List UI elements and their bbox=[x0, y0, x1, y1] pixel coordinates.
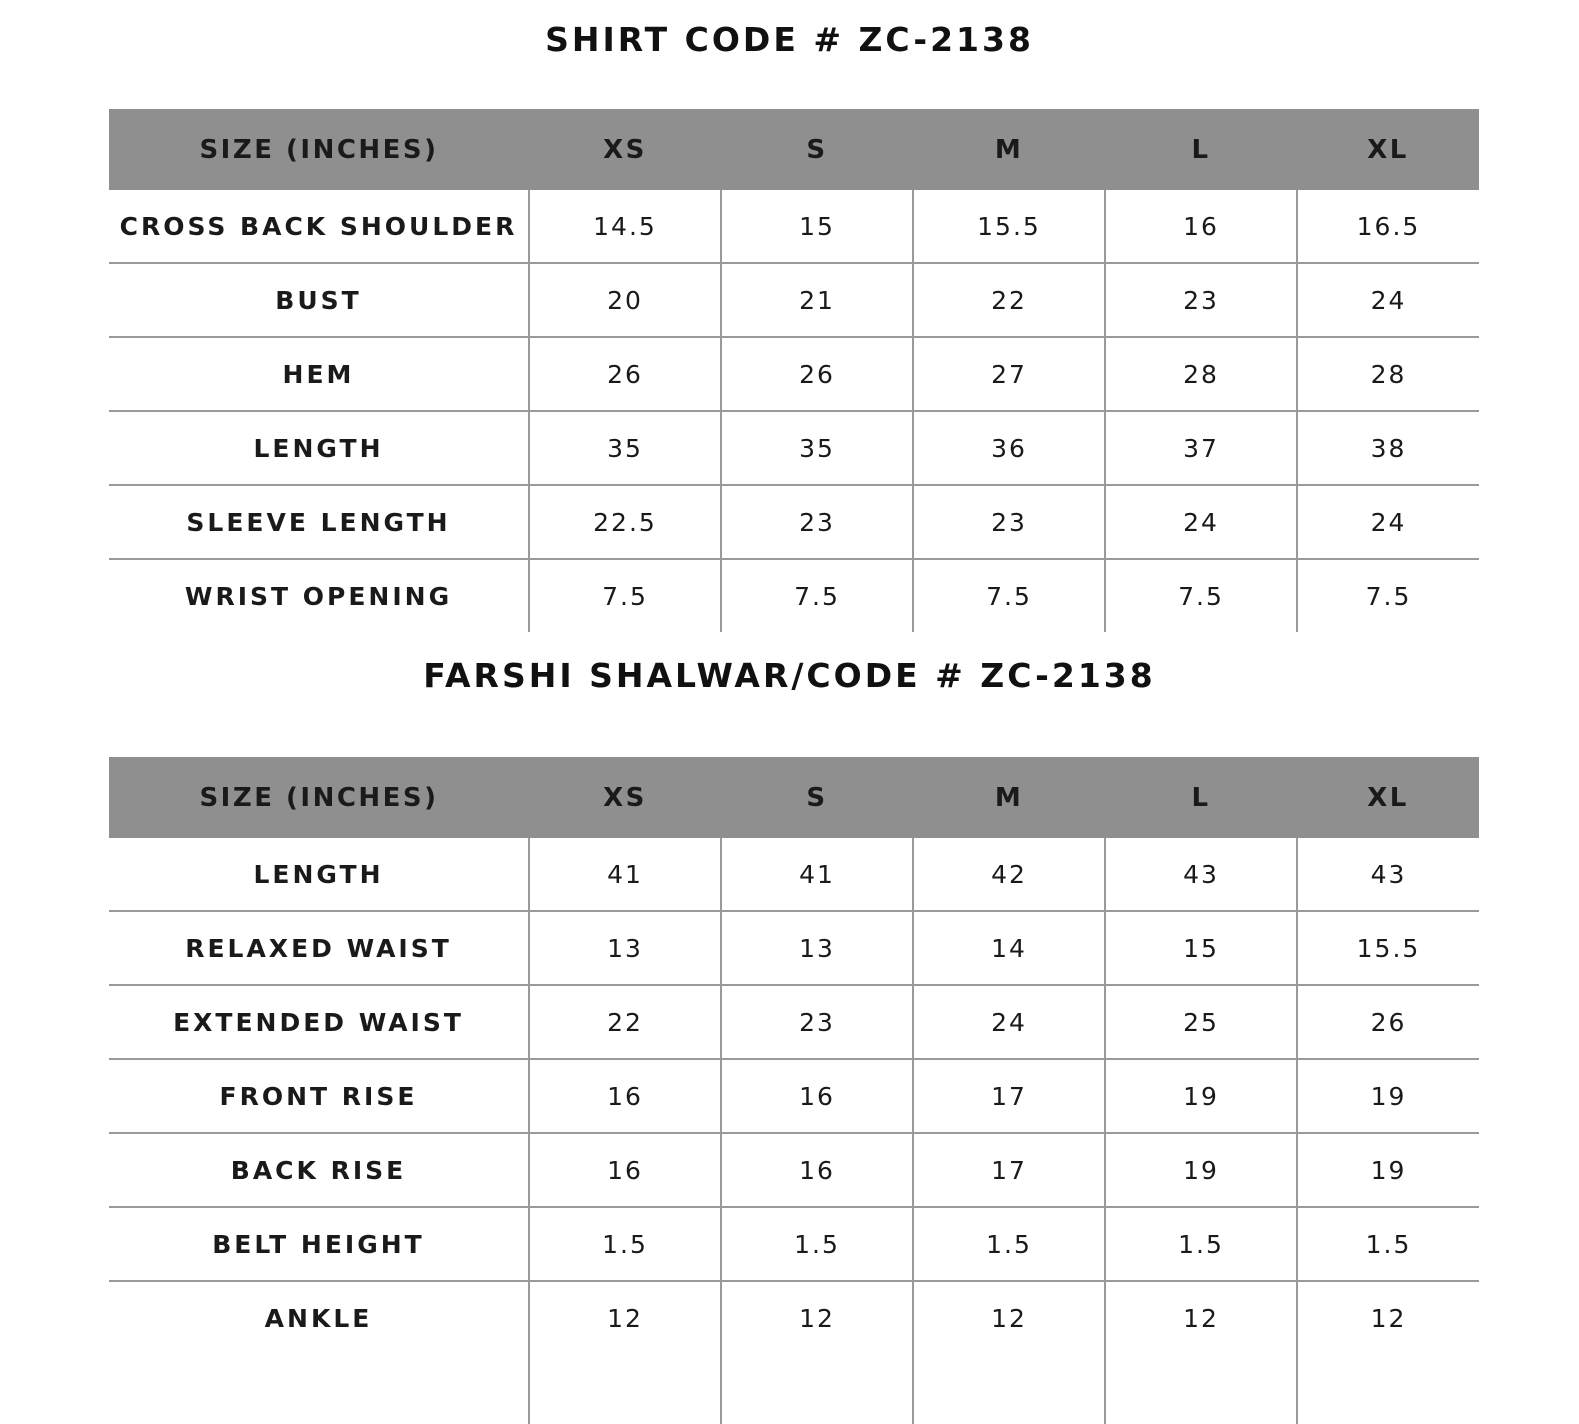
table-row bbox=[109, 1059, 1479, 1133]
cell-value: 19 bbox=[1297, 1133, 1479, 1207]
header-s: S bbox=[721, 757, 913, 838]
header-s: S bbox=[721, 109, 913, 190]
shalwar-size-chart-title: FARSHI SHALWAR/CODE # ZC-2138 bbox=[423, 656, 1156, 695]
cell-value: 7.5 bbox=[529, 559, 721, 632]
table-row bbox=[109, 985, 1479, 1059]
cell-value: 24 bbox=[1297, 263, 1479, 337]
row-label: CROSS BACK SHOULDER bbox=[109, 190, 529, 263]
cell-value: 41 bbox=[529, 838, 721, 911]
cell-value: 14.5 bbox=[529, 190, 721, 263]
cell-value: 15 bbox=[721, 190, 913, 263]
table-row bbox=[109, 411, 1479, 485]
row-label: HEM bbox=[109, 337, 529, 411]
cell-value: 17 bbox=[913, 1059, 1105, 1133]
cell-value: 35 bbox=[529, 411, 721, 485]
cell-value: 24 bbox=[1297, 485, 1479, 559]
cell-value: 43 bbox=[1105, 838, 1297, 911]
table-row bbox=[109, 485, 1479, 559]
cell-value: 16 bbox=[1105, 190, 1297, 263]
cell-value: 19 bbox=[1105, 1133, 1297, 1207]
cell-value: 38 bbox=[1297, 411, 1479, 485]
cell-value: 15.5 bbox=[1297, 911, 1479, 985]
header-xl: XL bbox=[1297, 109, 1479, 190]
cell-value: 17 bbox=[913, 1133, 1105, 1207]
table-row bbox=[109, 190, 1479, 263]
row-label: EXTENDED WAIST bbox=[109, 985, 529, 1059]
cell-value: 16 bbox=[529, 1133, 721, 1207]
empty-cell bbox=[529, 1354, 721, 1424]
cell-value: 1.5 bbox=[529, 1207, 721, 1281]
cell-value: 16 bbox=[721, 1133, 913, 1207]
table-row bbox=[109, 1281, 1479, 1354]
cell-value: 24 bbox=[913, 985, 1105, 1059]
table-row bbox=[109, 911, 1479, 985]
header-m: M bbox=[913, 757, 1105, 838]
shalwar-size-table bbox=[109, 757, 1479, 1424]
cell-value: 1.5 bbox=[721, 1207, 913, 1281]
header-m: M bbox=[913, 109, 1105, 190]
cell-value: 16 bbox=[721, 1059, 913, 1133]
table-header-row bbox=[109, 109, 1479, 190]
cell-value: 12 bbox=[913, 1281, 1105, 1354]
empty-cell bbox=[1105, 1354, 1297, 1424]
cell-value: 13 bbox=[529, 911, 721, 985]
cell-value: 12 bbox=[529, 1281, 721, 1354]
cell-value: 26 bbox=[721, 337, 913, 411]
cell-value: 37 bbox=[1105, 411, 1297, 485]
table-row bbox=[109, 263, 1479, 337]
header-xs: XS bbox=[529, 757, 721, 838]
cell-value: 35 bbox=[721, 411, 913, 485]
cell-value: 23 bbox=[913, 485, 1105, 559]
row-label: WRIST OPENING bbox=[184, 581, 453, 611]
cell-value: 7.5 bbox=[1105, 559, 1297, 632]
cell-value: 12 bbox=[1105, 1281, 1297, 1354]
cell-value: 14 bbox=[913, 911, 1105, 985]
empty-cell bbox=[913, 1354, 1105, 1424]
cell-value: 1.5 bbox=[1297, 1207, 1479, 1281]
cell-value: 28 bbox=[1297, 337, 1479, 411]
cell-value: 16 bbox=[529, 1059, 721, 1133]
cell-value: 41 bbox=[721, 838, 913, 911]
cell-value: 24 bbox=[1105, 485, 1297, 559]
cell-value: 22 bbox=[913, 263, 1105, 337]
header-xl: XL bbox=[1297, 757, 1479, 838]
cell-value: 16.5 bbox=[1297, 190, 1479, 263]
row-label: RELAXED WAIST bbox=[109, 911, 529, 985]
table-row bbox=[109, 838, 1479, 911]
shirt-size-table bbox=[109, 109, 1479, 632]
cell-value: 43 bbox=[1297, 838, 1479, 911]
cell-value: 15.5 bbox=[913, 190, 1105, 263]
cell-value: 7.5 bbox=[721, 559, 913, 632]
header-l: L bbox=[1105, 757, 1297, 838]
cell-value: 21 bbox=[721, 263, 913, 337]
cell-value: 13 bbox=[721, 911, 913, 985]
cell-value: 28 bbox=[1105, 337, 1297, 411]
cell-value: 26 bbox=[529, 337, 721, 411]
empty-cell bbox=[109, 1354, 529, 1424]
cell-value: 22.5 bbox=[529, 485, 721, 559]
cell-value: 1.5 bbox=[913, 1207, 1105, 1281]
empty-cell bbox=[1297, 1354, 1479, 1424]
cell-value: 7.5 bbox=[1297, 559, 1479, 632]
header-size-inches: SIZE (INCHES) bbox=[109, 109, 529, 190]
cell-value: 7.5 bbox=[913, 559, 1105, 632]
row-label: SLEEVE LENGTH bbox=[109, 485, 529, 559]
table-row bbox=[109, 1133, 1479, 1207]
cell-value: 12 bbox=[721, 1281, 913, 1354]
cell-value: 19 bbox=[1297, 1059, 1479, 1133]
cell-value: 12 bbox=[1297, 1281, 1479, 1354]
cell-value: 22 bbox=[529, 985, 721, 1059]
cell-value: 20 bbox=[529, 263, 721, 337]
table-header-row bbox=[109, 757, 1479, 838]
cell-value: 42 bbox=[913, 838, 1105, 911]
row-label: BUST bbox=[109, 263, 529, 337]
table-row bbox=[109, 337, 1479, 411]
cell-value: 15 bbox=[1105, 911, 1297, 985]
cell-value: 26 bbox=[1297, 985, 1479, 1059]
row-label: LENGTH bbox=[109, 411, 529, 485]
cell-value: 1.5 bbox=[1105, 1207, 1297, 1281]
cell-value: 23 bbox=[1105, 263, 1297, 337]
header-size-inches: SIZE (INCHES) bbox=[109, 757, 529, 838]
row-label: LENGTH bbox=[109, 838, 529, 911]
cell-value: 27 bbox=[913, 337, 1105, 411]
cell-value: 23 bbox=[721, 485, 913, 559]
row-label: BELT HEIGHT bbox=[109, 1207, 529, 1281]
cell-value: 36 bbox=[913, 411, 1105, 485]
cell-value: 19 bbox=[1105, 1059, 1297, 1133]
cell-value: 25 bbox=[1105, 985, 1297, 1059]
empty-cell bbox=[721, 1354, 913, 1424]
row-label: ANKLE bbox=[264, 1303, 373, 1333]
table-row bbox=[109, 559, 1479, 632]
row-label: BACK RISE bbox=[109, 1133, 529, 1207]
cell-value: 23 bbox=[721, 985, 913, 1059]
shirt-size-chart-title: SHIRT CODE # ZC-2138 bbox=[545, 20, 1034, 59]
table-row bbox=[109, 1207, 1479, 1281]
row-label: FRONT RISE bbox=[109, 1059, 529, 1133]
header-xs: XS bbox=[529, 109, 721, 190]
header-l: L bbox=[1105, 109, 1297, 190]
table-empty-row bbox=[109, 1354, 1479, 1424]
